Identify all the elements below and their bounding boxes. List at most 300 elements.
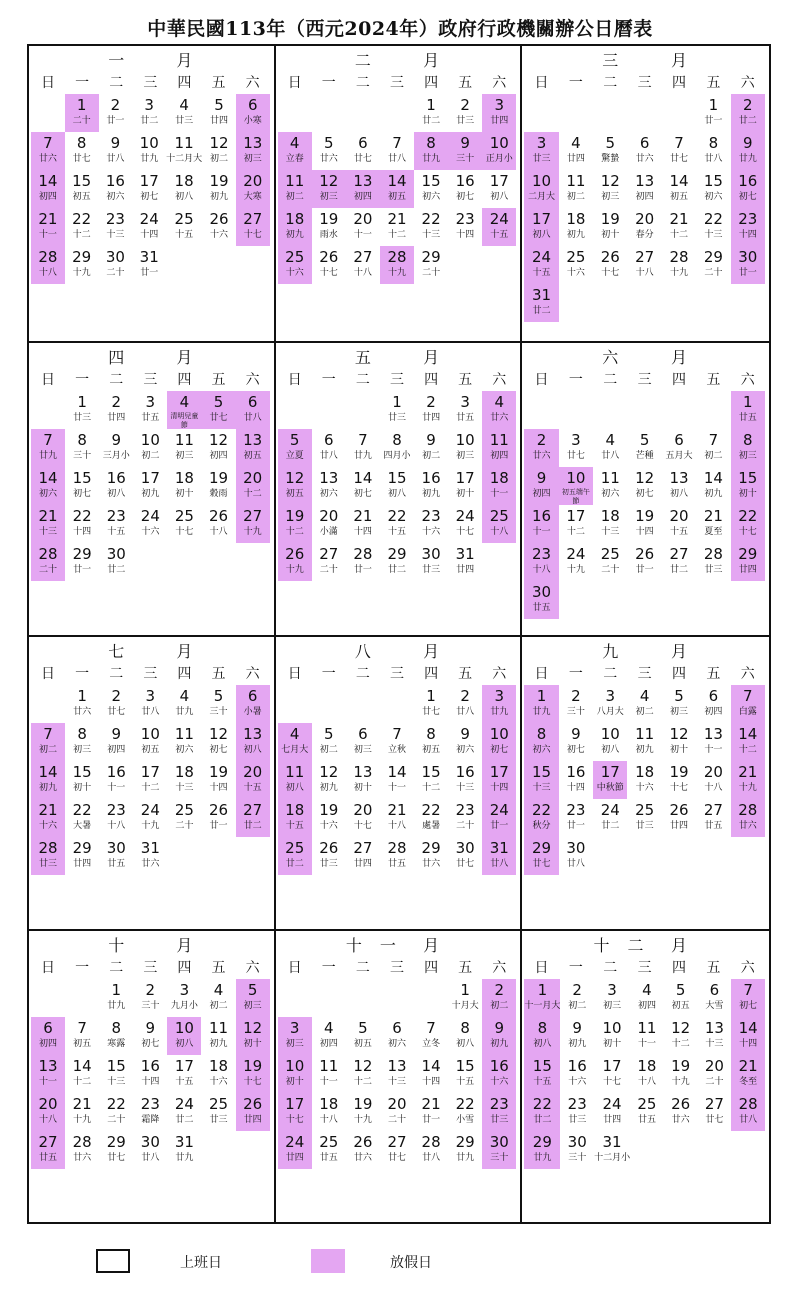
day-number: 15 bbox=[738, 469, 758, 487]
holiday-day-cell bbox=[414, 132, 448, 170]
day-number: 27 bbox=[243, 507, 263, 525]
day-number: 2 bbox=[536, 431, 547, 449]
workday-cell bbox=[560, 1093, 594, 1131]
weekday-label: 三 bbox=[637, 960, 652, 976]
workday-cell bbox=[414, 543, 448, 581]
lunar-label: 初五 bbox=[422, 745, 441, 755]
day-number: 24 bbox=[531, 248, 552, 266]
lunar-label: 廿九 bbox=[140, 154, 159, 164]
day-number: 6 bbox=[247, 393, 258, 411]
day-number: 20 bbox=[704, 1057, 724, 1075]
lunar-label: 廿六 bbox=[73, 707, 92, 717]
day-number: 11 bbox=[174, 725, 194, 743]
workday-cell bbox=[559, 761, 593, 799]
weekday-label: 日 bbox=[287, 75, 302, 91]
day-number: 2 bbox=[460, 687, 470, 705]
workday-cell bbox=[380, 723, 414, 761]
holiday-day-cell bbox=[482, 132, 516, 170]
lunar-label: 廿七 bbox=[566, 451, 585, 461]
lunar-label: 十二 bbox=[72, 230, 91, 240]
workday-cell bbox=[662, 467, 696, 505]
day-number: 25 bbox=[637, 1095, 657, 1113]
month-name: 十 bbox=[108, 936, 125, 955]
month-block bbox=[522, 46, 769, 343]
lunar-label: 十七 bbox=[353, 821, 372, 831]
day-number: 3 bbox=[145, 687, 156, 705]
day-number: 20 bbox=[353, 801, 373, 819]
weekday-header bbox=[524, 72, 765, 94]
day-number: 16 bbox=[106, 763, 126, 781]
workday-cell bbox=[346, 723, 380, 761]
lunar-label: 廿八 bbox=[456, 707, 475, 717]
workday-cell bbox=[696, 170, 730, 208]
day-number: 6 bbox=[324, 431, 334, 449]
holiday-day-cell bbox=[482, 94, 516, 132]
day-number: 13 bbox=[704, 1019, 724, 1037]
workday-cell bbox=[65, 723, 99, 761]
lunar-label: 廿七 bbox=[107, 1153, 126, 1163]
lunar-label: 二十 bbox=[107, 1115, 126, 1125]
weekday-label: 四 bbox=[177, 75, 192, 91]
weekday-header bbox=[524, 957, 765, 979]
lunar-label: 初九 bbox=[209, 192, 228, 202]
lunar-label: 初二 bbox=[209, 154, 228, 164]
holiday-day-cell bbox=[31, 132, 65, 170]
day-number: 16 bbox=[738, 172, 758, 190]
day-number: 30 bbox=[738, 248, 758, 266]
lunar-label: 廿二 bbox=[175, 1115, 194, 1125]
day-number: 1 bbox=[537, 981, 548, 999]
workday-cell bbox=[559, 543, 593, 581]
lunar-label: 十七 bbox=[243, 230, 262, 240]
lunar-label: 初八 bbox=[490, 192, 509, 202]
lunar-label: 初八 bbox=[670, 489, 689, 499]
workday-cell bbox=[65, 391, 99, 429]
lunar-label: 七月大 bbox=[281, 745, 309, 755]
lunar-label: 初二 bbox=[285, 192, 304, 202]
day-number: 6 bbox=[358, 725, 368, 743]
weekday-label: 三 bbox=[143, 666, 158, 682]
workday-cell bbox=[133, 837, 167, 875]
holiday-day-cell bbox=[524, 505, 558, 543]
lunar-label: 四月小 bbox=[383, 451, 411, 461]
empty-cell bbox=[559, 391, 593, 429]
day-number: 14 bbox=[703, 469, 723, 487]
day-number: 18 bbox=[637, 1057, 657, 1075]
lunar-label: 初六 bbox=[532, 745, 551, 755]
day-number: 4 bbox=[639, 687, 650, 705]
lunar-label: 初三 bbox=[73, 745, 92, 755]
lunar-label: 廿七 bbox=[705, 1115, 724, 1125]
holiday-day-cell bbox=[731, 979, 765, 1017]
workday-cell bbox=[593, 170, 627, 208]
weekday-label: 三 bbox=[389, 75, 404, 91]
lunar-label: 廿一 bbox=[704, 116, 723, 126]
lunar-label: 十一月大 bbox=[524, 1001, 561, 1011]
day-number: 30 bbox=[531, 583, 552, 601]
workday-cell bbox=[559, 723, 593, 761]
workday-cell bbox=[133, 505, 167, 543]
day-number: 15 bbox=[421, 172, 441, 190]
lunar-label: 三十 bbox=[73, 451, 92, 461]
weekday-header bbox=[278, 663, 517, 685]
holiday-day-cell bbox=[236, 94, 270, 132]
holiday-day-cell bbox=[731, 429, 765, 467]
lunar-label: 廿七 bbox=[387, 1153, 406, 1163]
holiday-day-cell bbox=[31, 1017, 65, 1055]
lunar-label: 初五 bbox=[671, 1001, 690, 1011]
lunar-label: 十九 bbox=[73, 1115, 92, 1125]
day-number: 23 bbox=[531, 545, 552, 563]
weekday-label: 日 bbox=[41, 960, 56, 976]
day-number: 7 bbox=[392, 134, 402, 152]
lunar-label: 三十 bbox=[566, 707, 585, 717]
day-number: 5 bbox=[214, 96, 224, 114]
day-number: 4 bbox=[494, 393, 505, 411]
month-suffix: 月 bbox=[423, 51, 440, 70]
day-number: 9 bbox=[110, 134, 121, 152]
weekday-label: 日 bbox=[534, 960, 549, 976]
day-number: 19 bbox=[319, 801, 339, 819]
workday-cell bbox=[662, 723, 696, 761]
lunar-label: 八月大 bbox=[596, 707, 624, 717]
workday-cell bbox=[696, 799, 730, 837]
lunar-label: 初九 bbox=[635, 745, 654, 755]
day-number: 7 bbox=[43, 725, 53, 743]
day-grid bbox=[278, 391, 517, 581]
workday-cell bbox=[414, 505, 448, 543]
day-number: 26 bbox=[208, 507, 229, 525]
lunar-label: 初八 bbox=[243, 745, 262, 755]
workday-cell bbox=[346, 1093, 380, 1131]
day-number: 6 bbox=[43, 1019, 53, 1037]
lunar-label: 十五 bbox=[532, 268, 551, 278]
empty-cell bbox=[559, 94, 593, 132]
holiday-day-cell bbox=[380, 246, 414, 284]
day-number: 23 bbox=[421, 507, 441, 525]
lunar-label: 廿六 bbox=[532, 451, 551, 461]
lunar-label: 初三 bbox=[243, 154, 262, 164]
day-number: 11 bbox=[285, 763, 305, 781]
lunar-label: 立秋 bbox=[387, 745, 406, 755]
lunar-label: 初二 bbox=[319, 745, 338, 755]
day-number: 28 bbox=[421, 1133, 441, 1151]
lunar-label: 十三 bbox=[601, 527, 620, 537]
weekday-label: 二 bbox=[603, 372, 618, 388]
lunar-label: 十五 bbox=[243, 783, 262, 793]
lunar-label: 廿二 bbox=[533, 1115, 552, 1125]
lunar-label: 初四 bbox=[490, 451, 509, 461]
workday-cell bbox=[594, 1131, 630, 1169]
day-number: 7 bbox=[392, 725, 402, 743]
lunar-label: 廿一 bbox=[73, 565, 92, 575]
day-number: 10 bbox=[489, 725, 509, 743]
day-number: 30 bbox=[106, 839, 126, 857]
workday-cell bbox=[448, 429, 482, 467]
day-number: 8 bbox=[426, 134, 436, 152]
day-number: 24 bbox=[139, 210, 159, 228]
lunar-label: 廿四 bbox=[209, 116, 228, 126]
holiday-day-cell bbox=[482, 685, 516, 723]
workday-cell bbox=[99, 391, 133, 429]
lunar-label: 二十 bbox=[319, 565, 338, 575]
workday-cell bbox=[662, 170, 696, 208]
lunar-label: 十五 bbox=[387, 527, 406, 537]
lunar-label: 廿二 bbox=[387, 565, 406, 575]
day-number: 28 bbox=[703, 545, 723, 563]
day-number: 2 bbox=[110, 96, 121, 114]
day-number: 28 bbox=[387, 248, 407, 266]
lunar-label: 廿八 bbox=[422, 1153, 441, 1163]
day-number: 17 bbox=[140, 763, 160, 781]
holiday-day-cell bbox=[31, 761, 65, 799]
month-block bbox=[29, 46, 276, 343]
lunar-label: 廿二 bbox=[532, 306, 551, 316]
day-number: 21 bbox=[387, 210, 407, 228]
day-number: 4 bbox=[571, 134, 581, 152]
lunar-label: 初二 bbox=[209, 1001, 228, 1011]
workday-cell bbox=[132, 246, 166, 284]
lunar-label: 廿七 bbox=[532, 859, 551, 869]
empty-cell bbox=[278, 391, 312, 429]
lunar-label: 廿三 bbox=[175, 116, 194, 126]
lunar-label: 廿二 bbox=[422, 116, 441, 126]
lunar-label: 廿五 bbox=[39, 1153, 58, 1163]
lunar-label: 二十 bbox=[39, 565, 58, 575]
workday-cell bbox=[133, 799, 167, 837]
holiday-day-cell bbox=[731, 1093, 765, 1131]
day-number: 13 bbox=[319, 469, 339, 487]
holiday-day-cell bbox=[482, 723, 516, 761]
workday-cell bbox=[99, 979, 133, 1017]
day-number: 17 bbox=[139, 172, 159, 190]
day-number: 10 bbox=[140, 431, 160, 449]
month-header bbox=[278, 50, 517, 72]
day-number: 9 bbox=[111, 725, 121, 743]
lunar-label: 十二 bbox=[422, 783, 441, 793]
day-number: 13 bbox=[353, 763, 373, 781]
lunar-label: 初九 bbox=[209, 1039, 228, 1049]
holiday-day-cell bbox=[482, 1017, 516, 1055]
workday-cell bbox=[414, 94, 448, 132]
empty-cell bbox=[593, 391, 627, 429]
workday-cell bbox=[65, 170, 99, 208]
weekday-label: 六 bbox=[245, 960, 260, 976]
workday-cell bbox=[664, 979, 698, 1017]
holiday-day-cell bbox=[31, 429, 65, 467]
workday-cell bbox=[133, 1017, 167, 1055]
day-number: 9 bbox=[145, 1019, 156, 1037]
lunar-label: 廿四 bbox=[243, 1115, 262, 1125]
day-number: 30 bbox=[567, 1133, 587, 1151]
lunar-label: 初七 bbox=[635, 489, 654, 499]
weekday-label: 四 bbox=[424, 75, 439, 91]
workday-cell bbox=[696, 685, 730, 723]
day-number: 20 bbox=[243, 469, 263, 487]
workday-cell bbox=[448, 1017, 482, 1055]
day-number: 30 bbox=[105, 248, 125, 266]
day-number: 12 bbox=[285, 469, 305, 487]
empty-cell bbox=[662, 94, 696, 132]
empty-cell bbox=[278, 94, 312, 132]
day-number: 14 bbox=[738, 1019, 758, 1037]
lunar-label: 初十 bbox=[603, 1039, 622, 1049]
lunar-label: 廿六 bbox=[353, 1153, 372, 1163]
lunar-label: 廿四 bbox=[353, 859, 372, 869]
holiday-day-cell bbox=[482, 799, 516, 837]
day-number: 28 bbox=[387, 839, 407, 857]
workday-cell bbox=[593, 685, 627, 723]
lunar-label: 清明兒童節 bbox=[170, 412, 199, 429]
day-number: 29 bbox=[421, 248, 441, 266]
holiday-day-cell bbox=[731, 685, 765, 723]
day-number: 19 bbox=[208, 469, 229, 487]
holiday-day-cell bbox=[31, 208, 65, 246]
workday-cell bbox=[167, 429, 201, 467]
lunar-label: 寒露 bbox=[107, 1039, 126, 1049]
holiday-day-cell bbox=[236, 208, 270, 246]
day-number: 31 bbox=[531, 286, 552, 304]
day-number: 21 bbox=[387, 801, 407, 819]
workday-cell bbox=[594, 1093, 630, 1131]
lunar-label: 十四 bbox=[738, 230, 757, 240]
weekday-label: 六 bbox=[245, 75, 260, 91]
workday-cell bbox=[698, 979, 732, 1017]
day-number: 19 bbox=[669, 763, 689, 781]
day-number: 11 bbox=[637, 1019, 657, 1037]
weekday-label: 二 bbox=[109, 960, 124, 976]
day-number: 22 bbox=[106, 1095, 126, 1113]
weekday-label: 四 bbox=[177, 666, 192, 682]
lunar-label: 十八 bbox=[387, 821, 406, 831]
weekday-header bbox=[31, 957, 270, 979]
holiday-day-cell bbox=[31, 505, 65, 543]
day-number: 7 bbox=[674, 134, 684, 152]
holiday-label: 放假日 bbox=[390, 1255, 432, 1271]
workday-cell bbox=[559, 170, 593, 208]
day-number: 4 bbox=[179, 96, 189, 114]
holiday-day-cell bbox=[278, 837, 312, 875]
workday-swatch bbox=[96, 1249, 130, 1273]
workday-cell bbox=[448, 467, 482, 505]
workday-cell bbox=[664, 1055, 698, 1093]
lunar-label: 廿五 bbox=[738, 413, 757, 423]
workday-cell bbox=[201, 505, 235, 543]
lunar-label: 十三 bbox=[704, 230, 723, 240]
lunar-label: 廿六 bbox=[141, 859, 160, 869]
lunar-label: 十四 bbox=[566, 783, 585, 793]
day-number: 10 bbox=[602, 1019, 622, 1037]
workday-cell bbox=[593, 246, 627, 284]
lunar-label: 廿六 bbox=[635, 154, 654, 164]
workday-cell bbox=[593, 543, 627, 581]
workday-cell bbox=[201, 429, 235, 467]
holiday-day-cell bbox=[524, 799, 558, 837]
day-number: 15 bbox=[421, 763, 441, 781]
lunar-label: 廿五 bbox=[141, 413, 160, 423]
workday-cell bbox=[380, 761, 414, 799]
day-number: 17 bbox=[489, 172, 509, 190]
holiday-day-cell bbox=[278, 170, 312, 208]
workday-cell bbox=[662, 761, 696, 799]
workday-cell bbox=[696, 505, 730, 543]
lunar-label: 初七 bbox=[141, 1039, 160, 1049]
lunar-label: 初三 bbox=[319, 192, 338, 202]
month-name: 十二 bbox=[593, 936, 662, 955]
workday-cell bbox=[202, 94, 236, 132]
weekday-label: 三 bbox=[637, 372, 652, 388]
day-number: 22 bbox=[387, 507, 407, 525]
lunar-label: 廿八 bbox=[141, 1153, 160, 1163]
lunar-label: 初六 bbox=[422, 192, 441, 202]
lunar-label: 初十 bbox=[175, 489, 194, 499]
lunar-label: 廿九 bbox=[490, 707, 509, 717]
day-number: 10 bbox=[455, 431, 475, 449]
weekday-label: 六 bbox=[740, 960, 755, 976]
lunar-label: 十二月大 bbox=[166, 154, 203, 164]
empty-cell bbox=[627, 391, 661, 429]
day-number: 23 bbox=[738, 210, 758, 228]
workday-cell bbox=[630, 1093, 664, 1131]
month-suffix: 月 bbox=[671, 936, 688, 955]
day-number: 13 bbox=[38, 1057, 58, 1075]
day-number: 14 bbox=[353, 469, 373, 487]
workday-cell bbox=[380, 429, 414, 467]
lunar-label: 廿六 bbox=[422, 859, 441, 869]
weekday-label: 三 bbox=[143, 372, 158, 388]
day-number: 12 bbox=[319, 763, 339, 781]
holiday-day-cell bbox=[731, 723, 765, 761]
day-number: 9 bbox=[571, 725, 581, 743]
workday-cell bbox=[201, 1093, 235, 1131]
day-number: 5 bbox=[358, 1019, 368, 1037]
month-suffix: 月 bbox=[176, 936, 193, 955]
empty-cell bbox=[524, 94, 558, 132]
day-number: 25 bbox=[208, 1095, 229, 1113]
workday-cell bbox=[414, 246, 448, 284]
day-number: 29 bbox=[532, 1133, 552, 1151]
weekday-label: 六 bbox=[492, 75, 507, 91]
day-number: 25 bbox=[174, 507, 194, 525]
day-number: 30 bbox=[566, 839, 586, 857]
day-number: 28 bbox=[38, 545, 58, 563]
workday-cell bbox=[99, 799, 133, 837]
workday-cell bbox=[346, 429, 380, 467]
day-number: 7 bbox=[743, 981, 753, 999]
day-number: 28 bbox=[353, 545, 373, 563]
lunar-label: 十一 bbox=[107, 783, 126, 793]
lunar-label: 初十 bbox=[738, 489, 757, 499]
lunar-label: 初五 bbox=[73, 1039, 92, 1049]
workday-cell bbox=[167, 979, 201, 1017]
empty-cell bbox=[31, 979, 65, 1017]
lunar-label: 十七 bbox=[738, 527, 757, 537]
workday-cell bbox=[698, 1093, 732, 1131]
lunar-label: 廿一 bbox=[422, 1115, 441, 1125]
day-number: 6 bbox=[674, 431, 684, 449]
lunar-label: 廿三 bbox=[704, 565, 723, 575]
day-number: 19 bbox=[285, 507, 305, 525]
lunar-label: 十五 bbox=[670, 527, 689, 537]
lunar-label: 十九 bbox=[387, 268, 406, 278]
lunar-label: 十月大 bbox=[451, 1001, 479, 1011]
holiday-day-cell bbox=[482, 1131, 516, 1169]
weekday-label: 三 bbox=[637, 666, 652, 682]
lunar-label: 初五 bbox=[353, 1039, 372, 1049]
empty-cell bbox=[593, 94, 627, 132]
holiday-day-cell bbox=[236, 1093, 270, 1131]
month-header bbox=[31, 50, 270, 72]
